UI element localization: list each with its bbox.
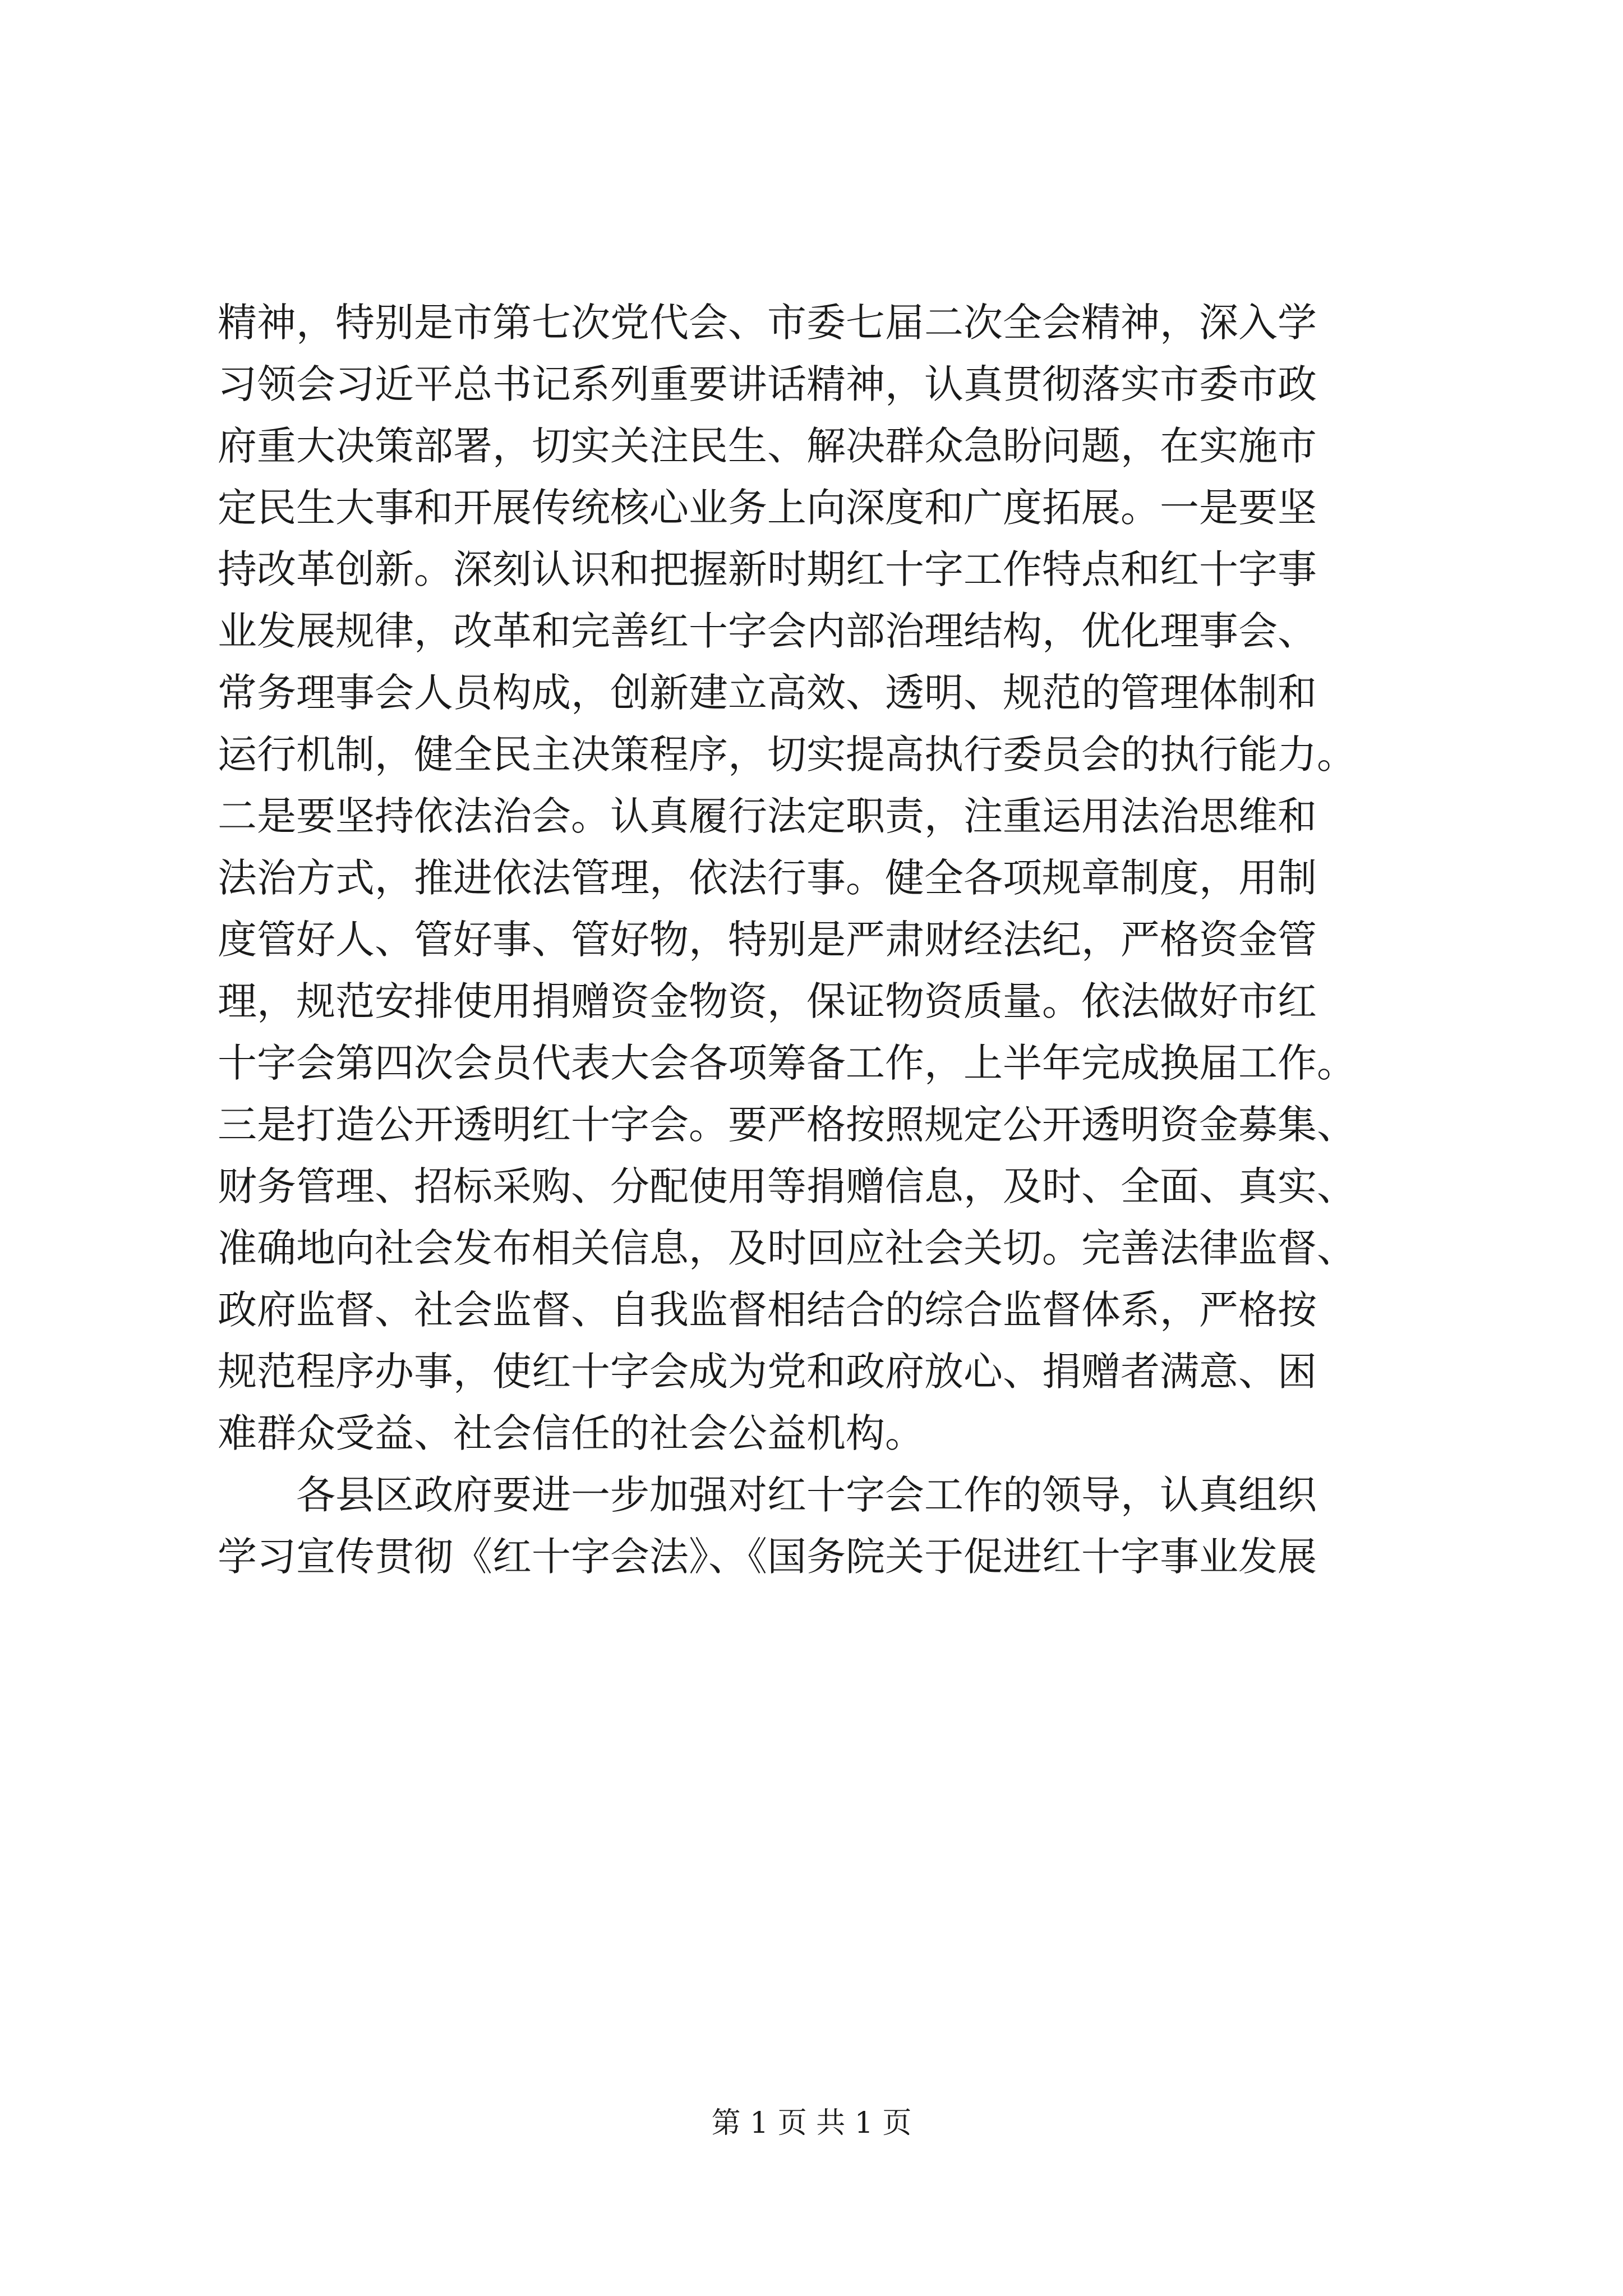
text-line: 持改革创新。深刻认识和把握新时期红十字工作特点和红十字事 xyxy=(218,546,1317,592)
text-line: 运行机制，健全民主决策程序，切实提高执行委员会的执行能力。 xyxy=(218,731,1356,777)
text-line: 度管好人、管好事、管好物，特别是严肃财经法纪，严格资金管 xyxy=(218,917,1317,963)
text-line: 定民生大事和开展传统核心业务上向深度和广度拓展。一是要坚 xyxy=(218,485,1317,531)
text-line: 精神，特别是市第七次党代会、市委七届二次全会精神，深入学 xyxy=(218,300,1317,346)
document-body xyxy=(218,292,1429,1588)
paragraph-1 xyxy=(218,292,1429,1464)
paragraph-2 xyxy=(218,1464,1429,1588)
text-line: 三是打造公开透明红十字会。要严格按照规定公开透明资金募集、 xyxy=(218,1102,1356,1148)
text-line: 政府监督、社会监督、自我监督相结合的综合监督体系，严格按 xyxy=(218,1287,1317,1333)
text-line: 常务理事会人员构成，创新建立高效、透明、规范的管理体制和 xyxy=(218,670,1317,716)
page-footer xyxy=(0,2099,1623,2141)
text-line: 准确地向社会发布相关信息，及时回应社会关切。完善法律监督、 xyxy=(218,1225,1356,1271)
text-line: 业发展规律，改革和完善红十字会内部治理结构，优化理事会、 xyxy=(218,608,1317,654)
text-line: 学习宣传贯彻《红十字会法》、《国务院关于促进红十字事业发展 xyxy=(218,1534,1317,1580)
text-line: 习领会习近平总书记系列重要讲话精神，认真贯彻落实市委市政 xyxy=(218,361,1317,407)
text-line: 十字会第四次会员代表大会各项筹备工作，上半年完成换届工作。 xyxy=(218,1040,1356,1086)
text-line: 财务管理、招标采购、分配使用等捐赠信息，及时、全面、真实、 xyxy=(218,1163,1356,1209)
page-number-label: 第 1 页 共 1 页 xyxy=(711,2106,912,2140)
text-line: 府重大决策部署，切实关注民生、解决群众急盼问题，在实施市 xyxy=(218,423,1317,469)
text-line: 难群众受益、社会信任的社会公益机构。 xyxy=(218,1410,924,1456)
text-line: 规范程序办事，使红十字会成为党和政府放心、捐赠者满意、困 xyxy=(218,1349,1317,1395)
text-line: 法治方式，推进依法管理，依法行事。健全各项规章制度，用制 xyxy=(218,855,1317,901)
text-line: 理，规范安排使用捐赠资金物资，保证物资质量。依法做好市红 xyxy=(218,978,1317,1024)
text-line: 各县区政府要进一步加强对红十字会工作的领导，认真组织 xyxy=(296,1472,1317,1518)
text-line: 二是要坚持依法治会。认真履行法定职责，注重运用法治思维和 xyxy=(218,793,1317,839)
